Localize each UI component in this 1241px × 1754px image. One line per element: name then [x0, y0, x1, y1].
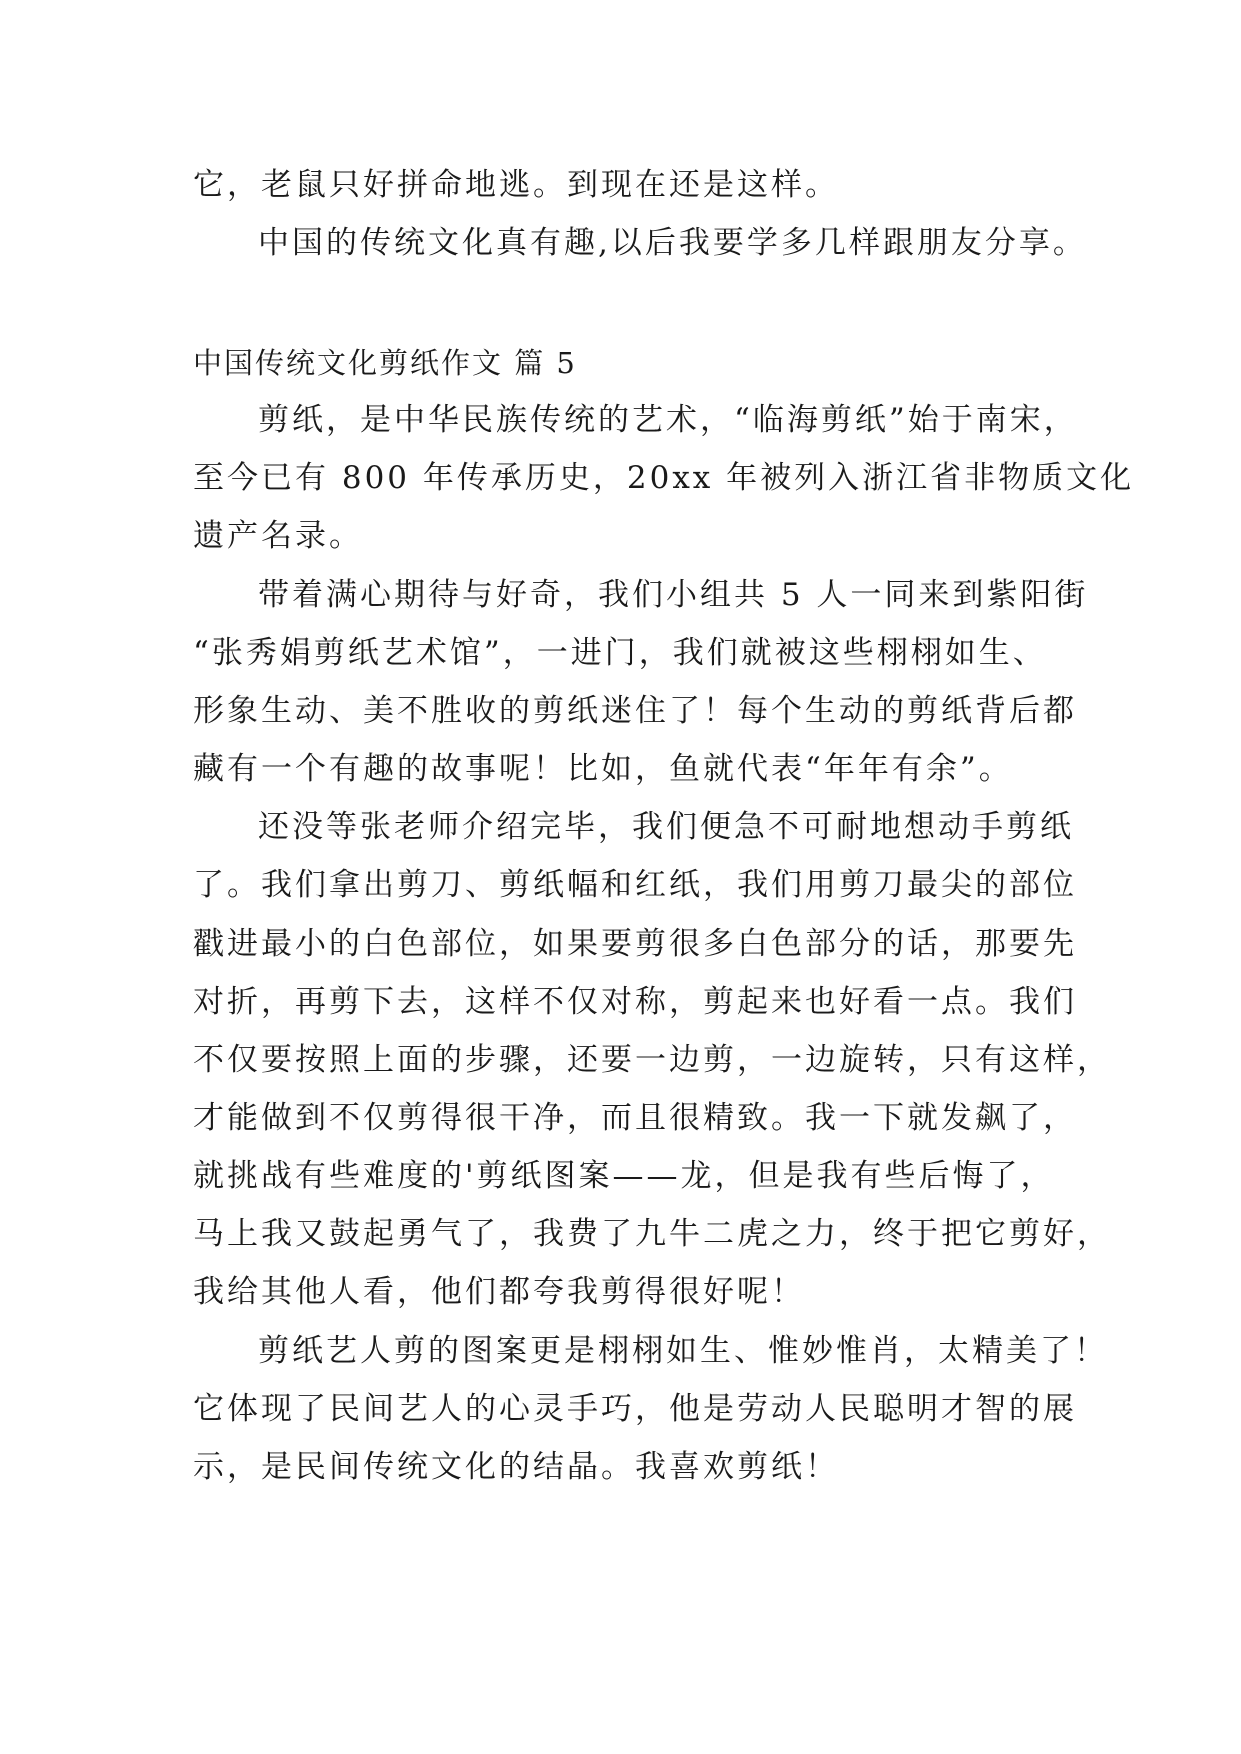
text-line: “张秀娟剪纸艺术馆”，一进门，我们就被这些栩栩如生、	[193, 635, 1047, 671]
text-line: 戳进最小的白色部位，如果要剪很多白色部分的话，那要先	[193, 926, 1077, 962]
text-line: 遗产名录。	[193, 518, 363, 554]
text-line: 带着满心期待与好奇，我们小组共 5 人一同来到紫阳街	[258, 577, 1089, 613]
text-line: 它体现了民间艺人的心灵手巧，他是劳动人民聪明才智的展	[193, 1391, 1077, 1427]
text-line: 就挑战有些难度的'剪纸图案——龙，但是我有些后悔了，	[193, 1158, 1055, 1194]
text-line: 中国的传统文化真有趣,以后我要学多几样跟朋友分享。	[258, 225, 1087, 261]
text-line: 形象生动、美不胜收的剪纸迷住了！每个生动的剪纸背后都	[193, 693, 1077, 729]
section-heading: 中国传统文化剪纸作文 篇 5	[193, 346, 577, 380]
text-line: 示，是民间传统文化的结晶。我喜欢剪纸！	[193, 1449, 839, 1485]
text-line: 它，老鼠只好拼命地逃。到现在还是这样。	[193, 167, 839, 203]
text-line: 我给其他人看，他们都夸我剪得很好呢！	[193, 1274, 805, 1310]
text-line: 剪纸艺人剪的图案更是栩栩如生、惟妙惟肖，太精美了！	[258, 1333, 1108, 1369]
text-line: 才能做到不仅剪得很干净，而且很精致。我一下就发飙了，	[193, 1100, 1077, 1136]
text-line: 藏有一个有趣的故事呢！比如，鱼就代表“年年有余”。	[193, 751, 1013, 787]
text-line: 马上我又鼓起勇气了，我费了九牛二虎之力，终于把它剪好，	[193, 1216, 1111, 1252]
text-line: 对折，再剪下去，这样不仅对称，剪起来也好看一点。我们	[193, 984, 1077, 1020]
text-line: 不仅要按照上面的步骤，还要一边剪，一边旋转，只有这样，	[193, 1042, 1111, 1078]
text-line: 至今已有 800 年传承历史，20xx 年被列入浙江省非物质文化	[193, 460, 1135, 496]
text-line: 还没等张老师介绍完毕，我们便急不可耐地想动手剪纸	[258, 809, 1074, 845]
text-line: 剪纸，是中华民族传统的艺术，“临海剪纸”始于南宋，	[258, 402, 1078, 438]
text-line: 了。我们拿出剪刀、剪纸幅和红纸，我们用剪刀最尖的部位	[193, 867, 1077, 903]
